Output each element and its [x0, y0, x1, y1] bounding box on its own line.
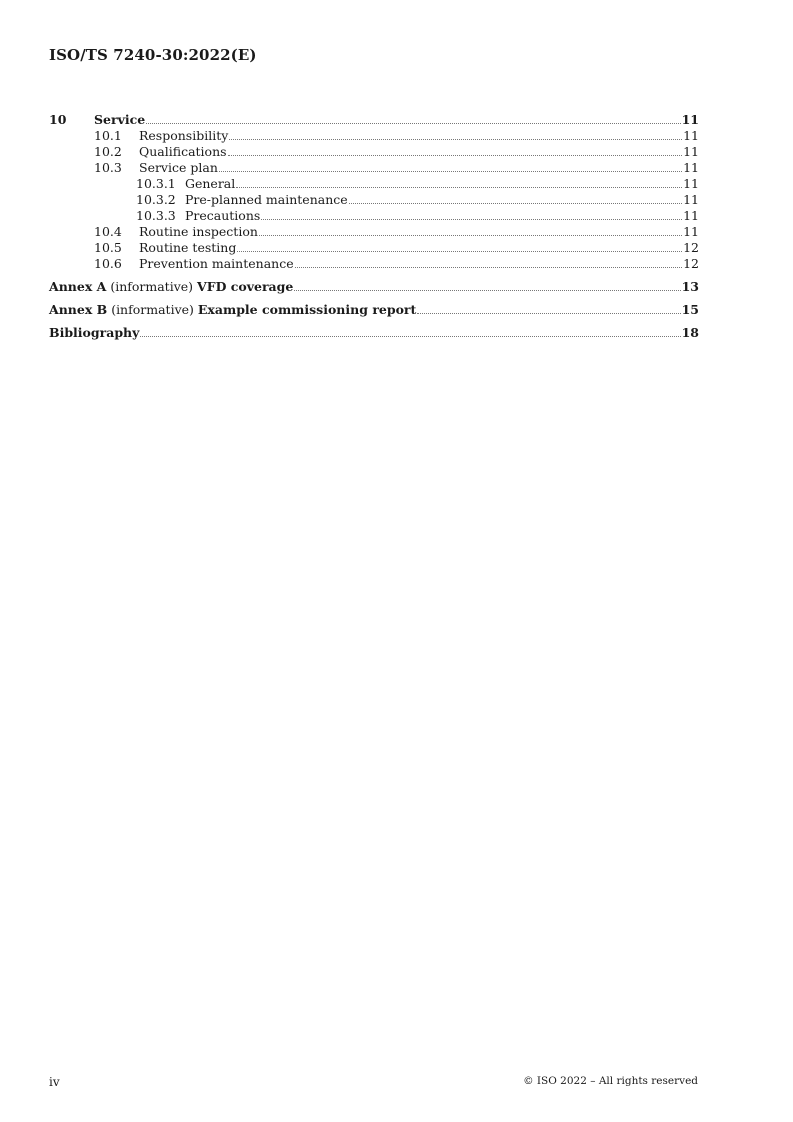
toc-entry-10-2[interactable]	[49, 144, 699, 160]
toc-title: Routine inspection	[139, 224, 258, 239]
toc-entry-10-6[interactable]	[49, 256, 699, 272]
toc-number: 10.5	[94, 240, 122, 255]
toc-page: 13	[681, 279, 699, 294]
toc-page: 11	[683, 208, 699, 223]
dot-leader	[146, 123, 680, 124]
toc-entry-annex-a[interactable]	[49, 278, 699, 296]
toc-title: Service	[94, 112, 146, 127]
toc-entry-10-5[interactable]	[49, 240, 699, 256]
toc-page: 12	[683, 240, 699, 255]
dot-leader	[140, 336, 680, 337]
toc-page: 11	[681, 112, 699, 127]
dot-leader	[228, 155, 682, 156]
toc-entry-10-3-1[interactable]	[49, 176, 699, 192]
document-header: ISO/TS 7240-30:2022(E)	[49, 46, 257, 64]
copyright-notice: © ISO 2022 – All rights reserved	[523, 1075, 698, 1087]
toc-title: Precautions	[185, 208, 261, 223]
toc-page: 11	[683, 176, 699, 191]
toc-entry-10-3-3[interactable]	[49, 208, 699, 224]
toc-number: 10.4	[94, 224, 122, 239]
dot-leader	[236, 187, 682, 188]
toc-page: 11	[683, 144, 699, 159]
dot-leader	[219, 171, 682, 172]
toc-entry-10-3-2[interactable]	[49, 192, 699, 208]
dot-leader	[417, 313, 680, 314]
annex-title: Example commissioning report	[197, 302, 417, 317]
toc-title: Routine testing	[139, 240, 237, 255]
dot-leader	[294, 290, 680, 291]
dot-leader	[295, 267, 682, 268]
dot-leader	[237, 251, 682, 252]
toc-title: Responsibility	[139, 128, 229, 143]
toc-entry-10-4[interactable]	[49, 224, 699, 240]
toc-number: 10.2	[94, 144, 122, 159]
dot-leader	[229, 139, 682, 140]
toc-entry-bibliography[interactable]	[49, 324, 699, 342]
toc-page: 11	[683, 192, 699, 207]
dot-leader	[259, 235, 682, 236]
toc-title: Service plan	[139, 160, 218, 175]
toc-page: 11	[683, 128, 699, 143]
toc-title: Bibliography	[49, 325, 140, 340]
toc-page: 15	[681, 302, 699, 317]
toc-number: 10.3.3	[136, 208, 176, 223]
toc-title: Qualifications	[139, 144, 227, 159]
table-of-contents	[49, 112, 699, 342]
toc-entry-10-1[interactable]	[49, 128, 699, 144]
toc-title: Prevention maintenance	[139, 256, 294, 271]
dot-leader	[261, 219, 682, 220]
annex-type: (informative)	[111, 302, 194, 317]
annex-label: Annex B	[49, 302, 108, 317]
toc-entry-10[interactable]	[49, 112, 699, 128]
toc-entry-10-3[interactable]	[49, 160, 699, 176]
annex-title: VFD coverage	[197, 279, 294, 294]
toc-number: 10	[49, 112, 67, 127]
toc-entry-annex-b[interactable]	[49, 301, 699, 319]
toc-page: 11	[683, 160, 699, 175]
annex-type: (informative)	[110, 279, 194, 294]
toc-number: 10.3.1	[136, 176, 176, 191]
toc-number: 10.3	[94, 160, 122, 175]
toc-page: 18	[681, 325, 699, 340]
toc-title: General	[185, 176, 236, 191]
page-number: iv	[49, 1075, 60, 1089]
toc-number: 10.1	[94, 128, 122, 143]
toc-number: 10.3.2	[136, 192, 176, 207]
annex-label: Annex A	[49, 279, 107, 294]
toc-number: 10.6	[94, 256, 122, 271]
toc-page: 12	[683, 256, 699, 271]
toc-page: 11	[683, 224, 699, 239]
dot-leader	[349, 203, 682, 204]
toc-title: Pre-planned maintenance	[185, 192, 348, 207]
